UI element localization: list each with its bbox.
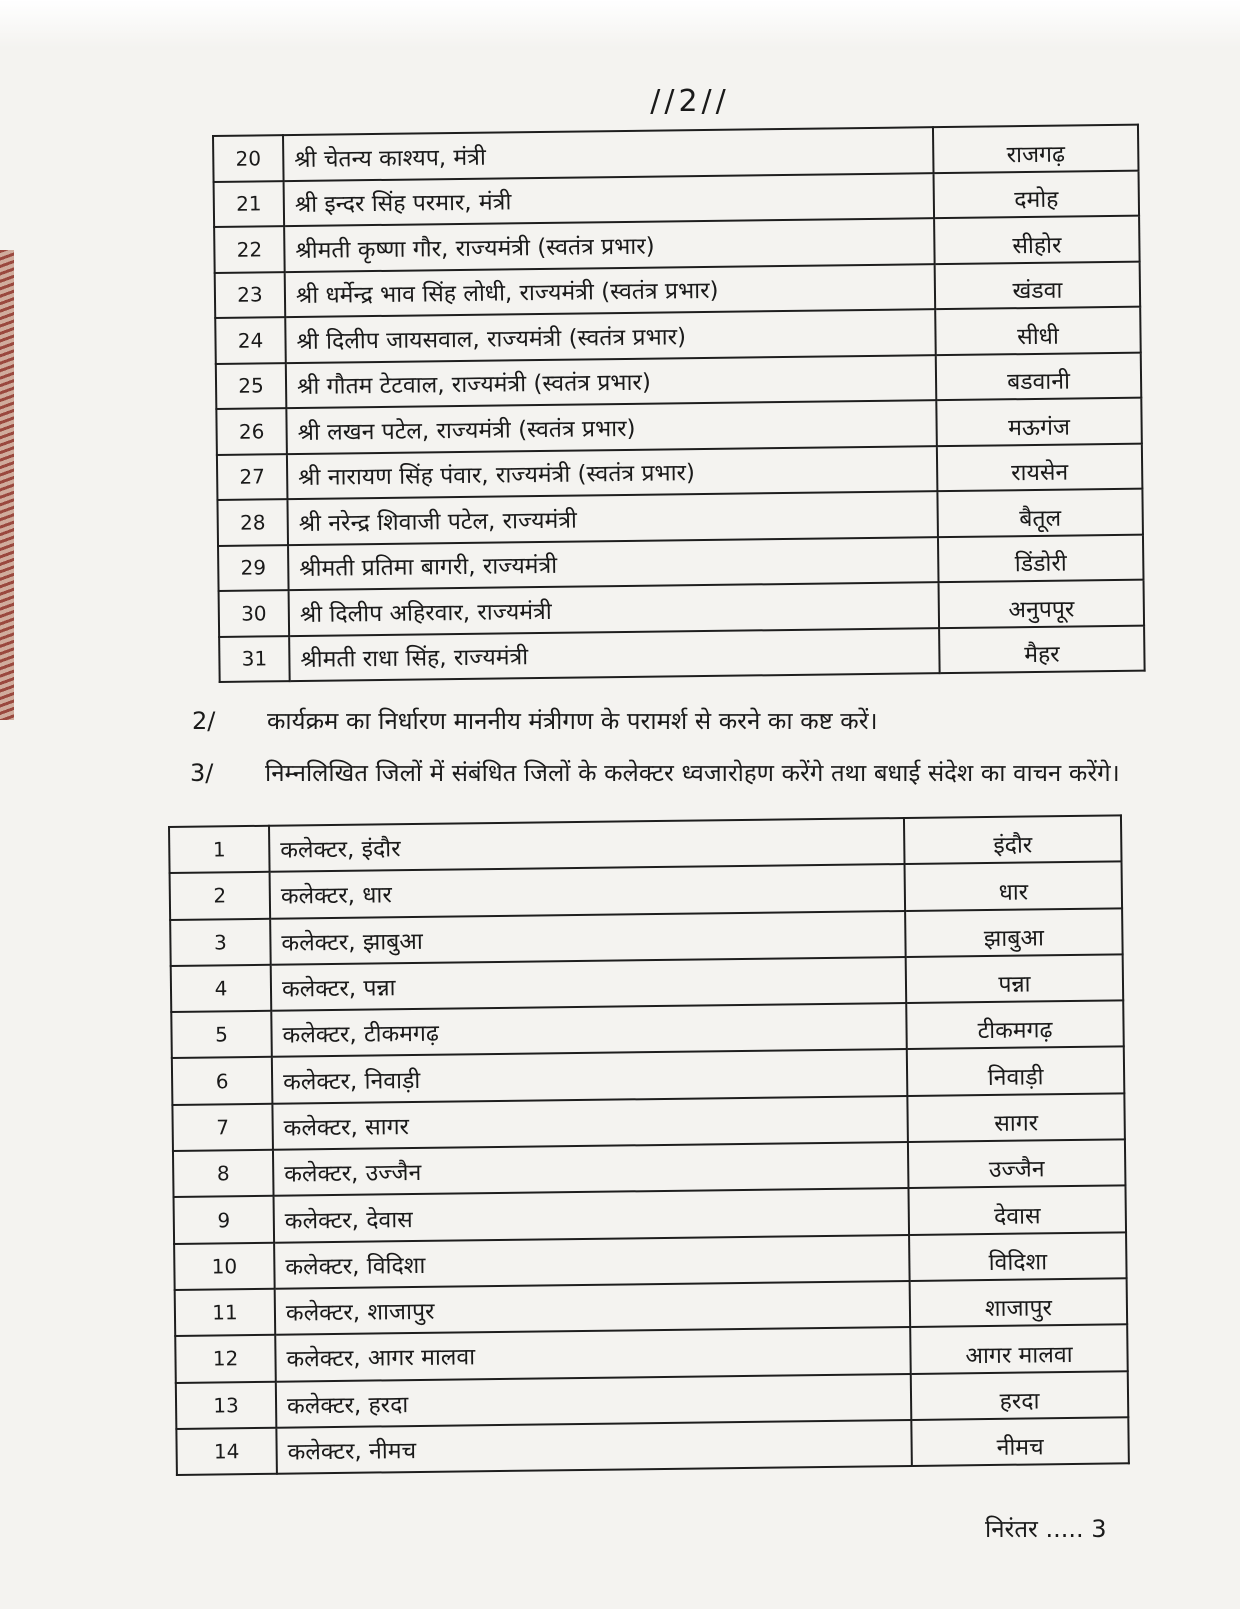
serial-number-cell: 13 [176, 1381, 277, 1429]
name-cell: कलेक्टर, इंदौर [269, 818, 905, 872]
district-cell: रायसेन [937, 443, 1143, 491]
name-cell: श्री इन्दर सिंह परमार, मंत्री [284, 173, 935, 226]
district-cell: इंदौर [904, 815, 1122, 864]
paragraph-3 [190, 758, 1140, 788]
continued-note: निरंतर ..... 3 [985, 1515, 1107, 1543]
name-cell: श्रीमती राधा सिंह, राज्यमंत्री [289, 628, 940, 681]
serial-number-cell: 23 [215, 272, 286, 318]
name-cell: कलेक्टर, शाजापुर [275, 1281, 911, 1335]
name-cell: कलेक्टर, देवास [274, 1188, 910, 1242]
name-cell: श्री दिलीप अहिरवार, राज्यमंत्री [289, 582, 940, 635]
collector-district-table [168, 814, 1130, 1476]
district-cell: सीधी [935, 307, 1141, 355]
district-cell: आगर मालवा [910, 1325, 1128, 1374]
name-cell: श्री धर्मेन्द्र भाव सिंह लोधी, राज्यमंत्री (स्वतंत्र प्रभार) [285, 264, 936, 317]
district-cell: सीहोर [934, 216, 1140, 264]
district-cell: खंडवा [935, 261, 1141, 309]
name-cell: श्रीमती प्रतिमा बागरी, राज्यमंत्री [288, 537, 939, 590]
binding-edge [0, 250, 14, 720]
name-cell: कलेक्टर, विदिशा [274, 1235, 910, 1289]
name-cell: कलेक्टर, सागर [272, 1096, 908, 1150]
serial-number-cell: 21 [214, 181, 285, 227]
serial-number-cell: 27 [217, 454, 288, 500]
district-cell: बैतूल [937, 489, 1143, 537]
name-cell: कलेक्टर, नीमच [276, 1420, 912, 1474]
serial-number-cell: 28 [217, 499, 288, 545]
paragraph-text: कार्यक्रम का निर्धारण माननीय मंत्रीगण के परामर्श से करने का कष्ट करें। [267, 707, 878, 735]
paragraph-2 [192, 706, 1152, 736]
name-cell: श्री लखन पटेल, राज्यमंत्री (स्वतंत्र प्रभार) [286, 400, 937, 453]
paragraph-text: निम्नलिखित जिलों में संबंधित जिलों के कलेक्टर ध्वजारोहण करेंगे तथा बधाई संदेश का वाचन करेंगे। [265, 759, 1120, 787]
paragraph-number: 2/ [192, 707, 216, 735]
serial-number-cell: 14 [176, 1428, 277, 1476]
serial-number-cell: 4 [171, 965, 272, 1013]
district-cell: देवास [908, 1186, 1126, 1235]
paragraph-number: 3/ [190, 759, 214, 787]
serial-number-cell: 5 [171, 1011, 272, 1059]
district-cell: शाजापुर [910, 1278, 1128, 1327]
name-cell: कलेक्टर, झाबुआ [270, 911, 906, 965]
district-cell: दमोह [934, 170, 1140, 218]
serial-number-cell: 3 [170, 918, 271, 966]
serial-number-cell: 2 [170, 872, 271, 920]
name-cell: श्रीमती कृष्णा गौर, राज्यमंत्री (स्वतंत्र प्रभार) [284, 218, 935, 271]
name-cell: श्री नारायण सिंह पंवार, राज्यमंत्री (स्वतंत्र प्रभार) [287, 446, 938, 499]
page-number-marker: //2// [650, 84, 730, 119]
district-cell: बडवानी [936, 352, 1142, 400]
serial-number-cell: 8 [173, 1150, 274, 1198]
name-cell: श्री गौतम टेटवाल, राज्यमंत्री (स्वतंत्र प्रभार) [286, 355, 937, 408]
district-cell: मऊगंज [936, 398, 1142, 446]
district-cell: सागर [907, 1093, 1125, 1142]
district-cell: मैहर [939, 625, 1145, 673]
name-cell: कलेक्टर, निवाड़ी [272, 1049, 908, 1103]
serial-number-cell: 20 [213, 135, 284, 181]
district-cell: विदिशा [909, 1232, 1127, 1281]
serial-number-cell: 29 [218, 545, 289, 591]
serial-number-cell: 31 [219, 636, 290, 682]
name-cell: कलेक्टर, टीकमगढ़ [271, 1003, 907, 1057]
serial-number-cell: 6 [172, 1057, 273, 1105]
serial-number-cell: 22 [214, 226, 285, 272]
minister-district-table [212, 124, 1146, 683]
name-cell: श्री चेतन्य काश्यप, मंत्री [283, 127, 934, 180]
district-cell: राजगढ़ [933, 125, 1139, 173]
district-cell: निवाड़ी [907, 1047, 1125, 1096]
scan-edge [0, 0, 1240, 48]
serial-number-cell: 9 [174, 1196, 275, 1244]
district-cell: उज्जैन [908, 1139, 1126, 1188]
name-cell: कलेक्टर, हरदा [276, 1374, 912, 1428]
serial-number-cell: 10 [174, 1242, 275, 1290]
serial-number-cell: 1 [169, 826, 270, 874]
name-cell: कलेक्टर, धार [270, 864, 906, 918]
serial-number-cell: 7 [172, 1104, 273, 1152]
name-cell: कलेक्टर, आगर मालवा [275, 1327, 911, 1381]
serial-number-cell: 12 [175, 1335, 276, 1383]
district-cell: पन्ना [906, 954, 1124, 1003]
district-cell: नीमच [911, 1417, 1129, 1466]
name-cell: कलेक्टर, पन्ना [271, 957, 907, 1011]
district-cell: टीकमगढ़ [906, 1001, 1124, 1050]
district-cell: हरदा [911, 1371, 1129, 1420]
name-cell: कलेक्टर, उज्जैन [273, 1142, 909, 1196]
district-cell: अनुपपूर [939, 580, 1145, 628]
serial-number-cell: 24 [215, 317, 286, 363]
serial-number-cell: 25 [216, 363, 287, 409]
name-cell: श्री दिलीप जायसवाल, राज्यमंत्री (स्वतंत्र प्रभार) [285, 309, 936, 362]
serial-number-cell: 26 [216, 408, 287, 454]
serial-number-cell: 30 [219, 590, 290, 636]
district-cell: डिंडोरी [938, 534, 1144, 582]
serial-number-cell: 11 [175, 1289, 276, 1337]
district-cell: धार [905, 862, 1123, 911]
name-cell: श्री नरेन्द्र शिवाजी पटेल, राज्यमंत्री [287, 491, 938, 544]
district-cell: झाबुआ [905, 908, 1123, 957]
